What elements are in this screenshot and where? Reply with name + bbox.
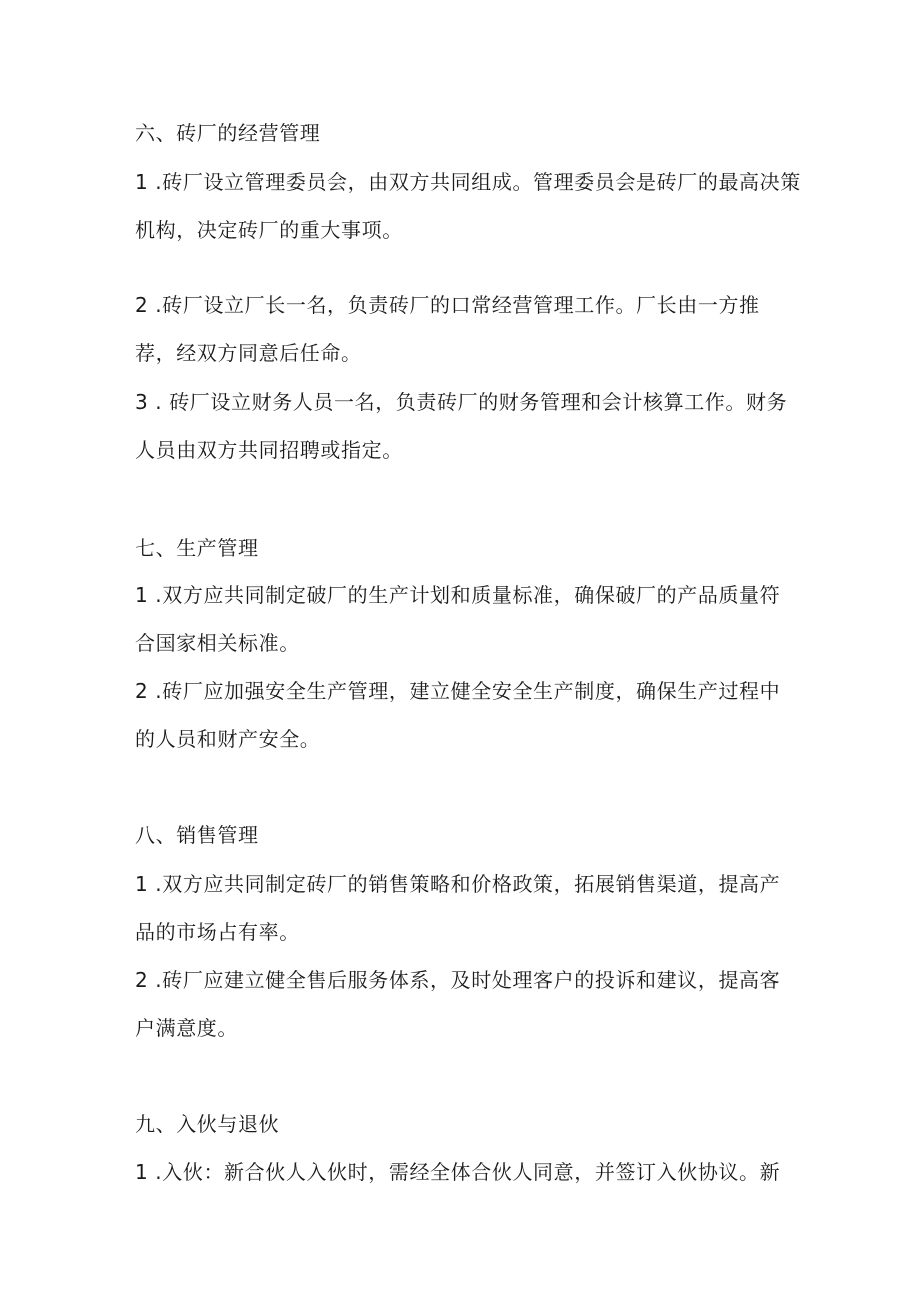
- section-heading-8: 八、销售管理: [135, 823, 259, 847]
- paragraph-line: 机构，决定砖厂的重大事项。: [135, 218, 403, 242]
- paragraph-line: 的人员和财产安全。: [135, 727, 321, 751]
- paragraph-line: 人员由双方共同招聘或指定。: [135, 438, 403, 462]
- paragraph-line: 1 .入伙：新合伙人入伙时，需经全体合伙人同意，并签订入伙协议。新: [135, 1160, 781, 1184]
- section-heading-9: 九、入伙与退伙: [135, 1112, 280, 1136]
- paragraph-line: 荐，经双方同意后任命。: [135, 341, 362, 365]
- paragraph-line: 1 .双方应共同制定破厂的生产计划和质量标准，确保破厂的产品质量符: [135, 583, 781, 607]
- paragraph-line: 1 .砖厂设立管理委员会，由双方共同组成。管理委员会是砖厂的最高决策: [135, 170, 801, 194]
- paragraph-line: 户满意度。: [135, 1016, 238, 1040]
- paragraph-line: 3 . 砖厂设立财务人员一名，负责砖厂的财务管理和会计核算工作。财务: [135, 390, 788, 414]
- paragraph-line: 合国家相关标准。: [135, 631, 300, 655]
- paragraph-line: 2 .砖厂设立厂长一名，负责砖厂的口常经营管理工作。厂长由一方推: [135, 293, 760, 317]
- paragraph-line: 2 .砖厂应建立健全售后服务体系，及时处理客户的投诉和建议，提高客: [135, 968, 781, 992]
- section-heading-7: 七、生产管理: [135, 536, 259, 560]
- section-heading-6: 六、砖厂的经营管理: [135, 121, 321, 145]
- paragraph-line: 1 .双方应共同制定砖厂的销售策略和价格政策，拓展销售渠道，提高产: [135, 872, 781, 896]
- paragraph-line: 品的市场占有率。: [135, 920, 300, 944]
- paragraph-line: 2 .砖厂应加强安全生产管理，建立健全安全生产制度，确保生产过程中: [135, 679, 781, 703]
